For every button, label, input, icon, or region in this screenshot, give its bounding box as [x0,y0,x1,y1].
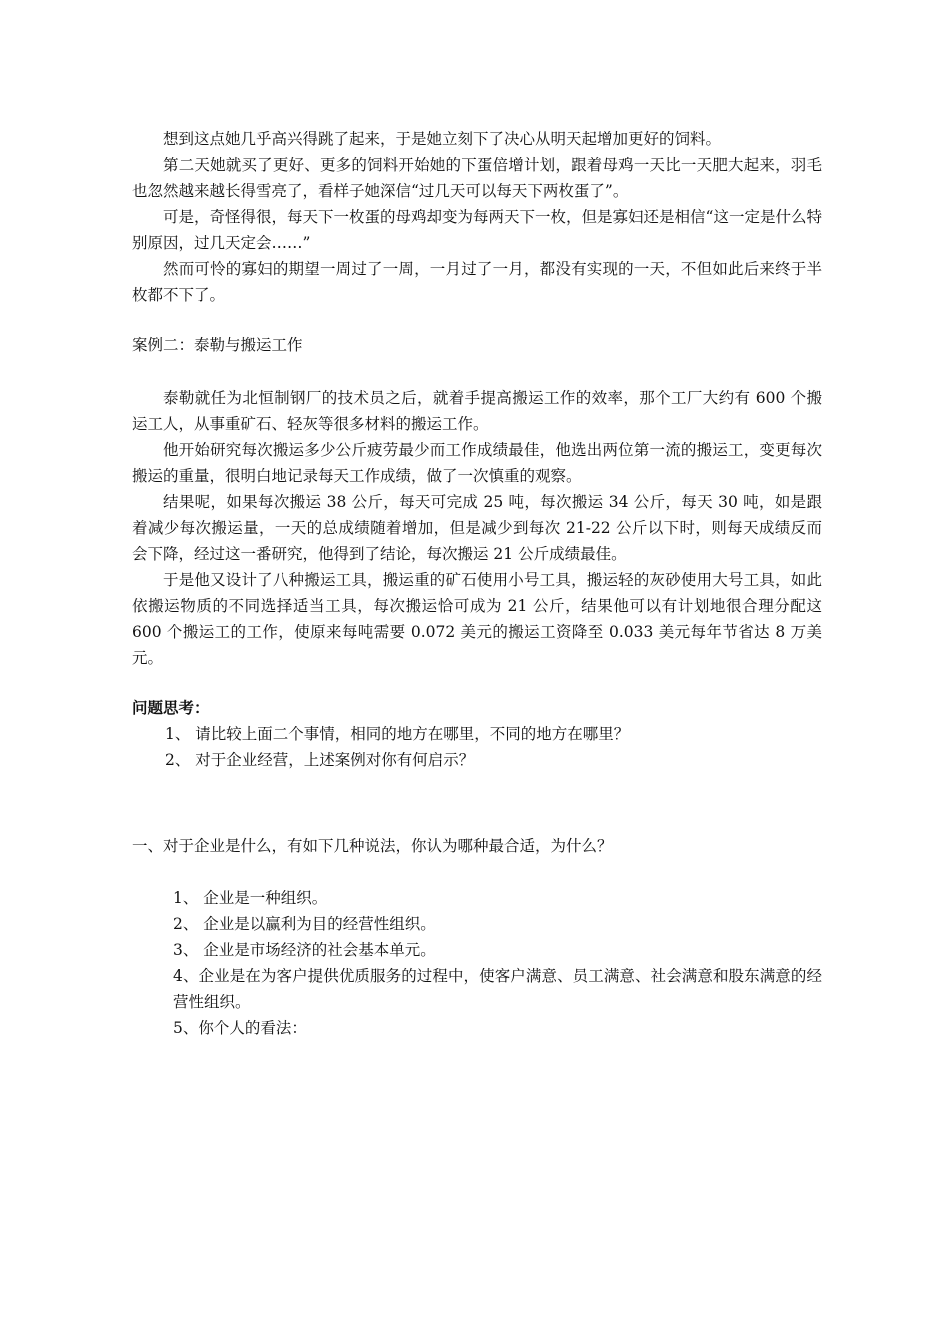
list-item: 5、你个人的看法： [173,1019,307,1037]
case2-title: 案例二：泰勒与搬运工作 [132,336,303,354]
section1-list [132,885,822,1041]
questions-title: 问题思考： [132,698,210,717]
list-item: 1、 企业是一种组织。 [173,889,328,907]
list-item: 3、 企业是市场经济的社会基本单元。 [173,941,436,959]
case2-paragraph: 他开始研究每次搬运多少公斤疲劳最少而工作成绩最佳，他选出两位第一流的搬运工，变更每次搬运的重量，很明白地记录每天工作成绩，做了一次慎重的观察。 [132,441,822,485]
section1-title: 一、对于企业是什么，有如下几种说法，你认为哪种最合适，为什么？ [132,837,613,855]
spacer [132,358,822,385]
list-item: 4、企业是在为客户提供优质服务的过程中，使客户满意、员工满意、社会满意和股东满意的经营性组织。 [173,967,822,1011]
case1-paragraph: 然而可怜的寡妇的期望一周过了一周，一月过了一月，都没有实现的一天，不但如此后来终于半枚都不下了。 [132,260,822,304]
question-item: 2、 对于企业经营，上述案例对你有何启示？ [165,751,475,769]
case2-paragraph: 泰勒就任为北恒制钢厂的技术员之后，就着手提高搬运工作的效率，那个工厂大约有 600 个搬运工人，从事重矿石、轻灰等很多材料的搬运工作。 [132,389,822,433]
case2-paragraph: 结果呢，如果每次搬运 38 公斤，每天可完成 25 吨，每次搬运 34 公斤，每天 30 吨，如是跟着减少每次搬运量，一天的总成绩随着增加，但是减少到每次 21-22 公斤以下时，则每天成绩反而会下降，经过这一番研究，他得到了结论，每次搬运 21 公斤成绩最佳。 [132,493,822,563]
question-item: 1、 请比较上面二个事情，相同的地方在哪里，不同的地方在哪里？ [165,725,630,743]
case1-paragraph: 想到这点她几乎高兴得跳了起来，于是她立刻下了决心从明天起增加更好的饲料。 [163,130,722,148]
document-body [132,126,822,1041]
case1-paragraph: 可是，奇怪得很，每天下一枚蛋的母鸡却变为每两天下一枚，但是寡妇还是相信“这一定是什么特别原因，过几天定会……” [132,208,822,252]
case2-paragraph: 于是他又设计了八种搬运工具，搬运重的矿石使用小号工具，搬运轻的灰砂使用大号工具，如此依搬运物质的不同选择适当工具，每次搬运恰可成为 21 公斤，结果他可以有计划地很合理分配这 600 个搬运工的工作，使原来每吨需要 0.072 美元的搬运工资降至 0.033 美元每年节省达 8 万美元。 [132,571,822,667]
list-item: 2、 企业是以赢利为目的经营性组织。 [173,915,436,933]
case1-paragraph: 第二天她就买了更好、更多的饲料开始她的下蛋倍增计划，跟着母鸡一天比一天肥大起来，羽毛也忽然越来越长得雪亮了，看样子她深信“过几天可以每天下两枚蛋了”。 [132,156,822,200]
